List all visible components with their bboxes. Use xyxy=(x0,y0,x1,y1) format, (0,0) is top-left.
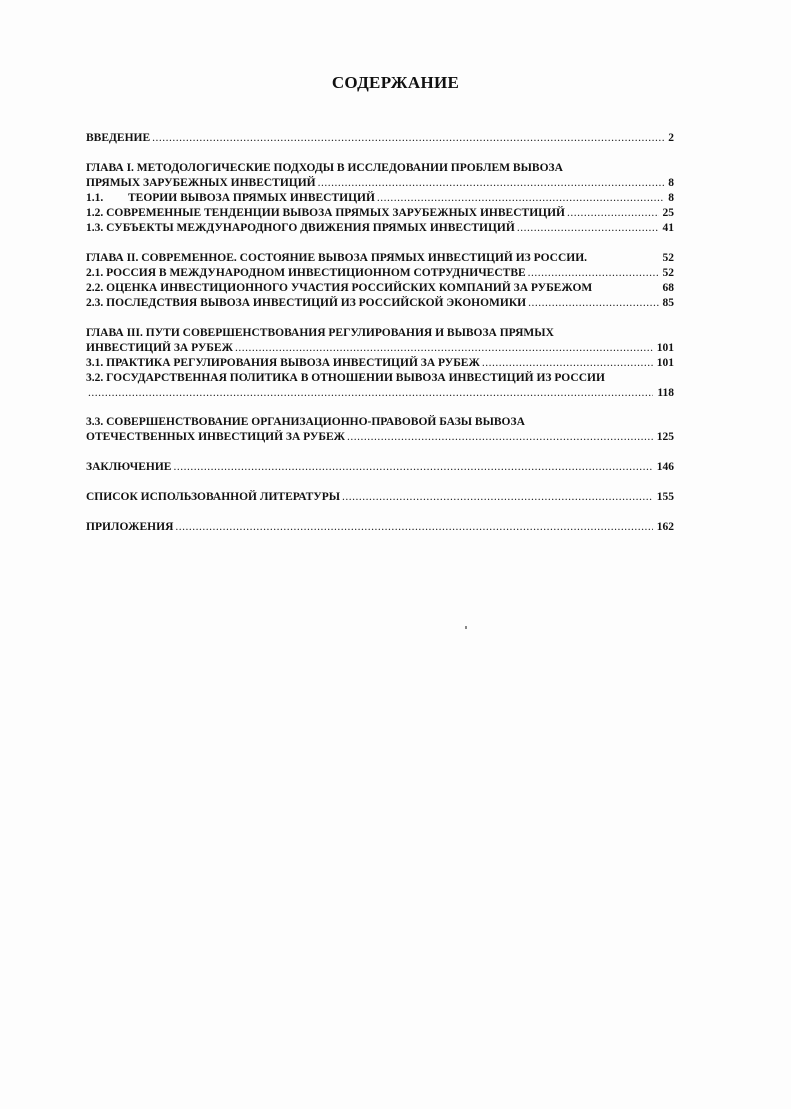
dot-leader xyxy=(377,191,664,206)
toc-entry-conclusion[interactable] xyxy=(86,460,674,475)
toc-entry-chapter-2[interactable] xyxy=(86,251,674,266)
toc-entry-label: 1.2. СОВРЕМЕННЫЕ ТЕНДЕНЦИИ ВЫВОЗА ПРЯМЫХ ЗАРУБЕЖНЫХ ИНВЕСТИЦИЙ xyxy=(86,207,565,219)
toc-page-number: 101 xyxy=(656,342,674,354)
toc-entry-label: ТЕОРИИ ВЫВОЗА ПРЯМЫХ ИНВЕСТИЦИЙ xyxy=(128,192,375,204)
dot-leader xyxy=(482,356,653,371)
dot-leader xyxy=(528,296,658,311)
toc-page-number: 25 xyxy=(662,207,674,219)
toc-entry-label: 2.1. РОССИЯ В МЕЖДУНАРОДНОМ ИНВЕСТИЦИОННОМ СОТРУДНИЧЕСТВЕ xyxy=(86,267,526,279)
toc-entry-label: СПИСОК ИСПОЛЬЗОВАННОЙ ЛИТЕРАТУРЫ xyxy=(86,491,341,503)
table-of-contents xyxy=(86,131,674,535)
toc-entry-section-1-3[interactable] xyxy=(86,221,674,236)
toc-entry-section-2-2[interactable] xyxy=(86,281,674,296)
dot-leader xyxy=(528,266,659,281)
scan-speck xyxy=(465,626,467,629)
toc-entry-chapter-3[interactable] xyxy=(86,326,674,356)
dot-leader xyxy=(347,430,653,445)
toc-entry-label: ГЛАВА III. ПУТИ СОВЕРШЕНСТВОВАНИЯ РЕГУЛИРОВАНИЯ И ВЫВОЗА ПРЯМЫХ xyxy=(86,327,554,339)
toc-page-number: 52 xyxy=(662,252,674,264)
dot-leader xyxy=(175,520,652,535)
toc-entry-label-continued: ПРЯМЫХ ЗАРУБЕЖНЫХ ИНВЕСТИЦИЙ xyxy=(86,177,316,189)
dot-leader xyxy=(318,176,665,191)
toc-entry-label-continued: ИНВЕСТИЦИЙ ЗА РУБЕЖ xyxy=(86,342,233,354)
toc-page-number: 52 xyxy=(662,267,674,279)
toc-page-number: 8 xyxy=(668,177,674,189)
page-title: СОДЕРЖАНИЕ xyxy=(331,73,460,92)
dot-leader xyxy=(342,490,653,505)
toc-page-number: 68 xyxy=(662,282,674,294)
toc-entry-section-2-3[interactable] xyxy=(86,296,674,311)
toc-page-number: 146 xyxy=(656,461,674,473)
dot-leader xyxy=(152,131,664,146)
toc-entry-section-3-2[interactable] xyxy=(86,371,674,401)
toc-page-number: 41 xyxy=(662,222,674,234)
toc-page-number: 162 xyxy=(656,521,674,533)
toc-entry-chapter-1[interactable] xyxy=(86,161,674,191)
toc-entry-label-continued: ОТЕЧЕСТВЕННЫХ ИНВЕСТИЦИЙ ЗА РУБЕЖ xyxy=(86,431,346,443)
toc-entry-bibliography[interactable] xyxy=(86,490,674,505)
toc-page-number: 118 xyxy=(657,387,674,399)
toc-entry-label: 2.3. ПОСЛЕДСТВИЯ ВЫВОЗА ИНВЕСТИЦИЙ ИЗ РОССИЙСКОЙ ЭКОНОМИКИ xyxy=(86,297,527,309)
dot-leader xyxy=(235,341,653,356)
toc-entry-label: 3.2. ГОСУДАРСТВЕННАЯ ПОЛИТИКА В ОТНОШЕНИИ ВЫВОЗА ИНВЕСТИЦИЙ ИЗ РОССИИ xyxy=(86,372,605,384)
toc-entry-label: ВВЕДЕНИЕ xyxy=(86,132,151,144)
toc-entry-appendices[interactable] xyxy=(86,520,674,535)
toc-entry-label: 1.3. СУБЪЕКТЫ МЕЖДУНАРОДНОГО ДВИЖЕНИЯ ПРЯМЫХ ИНВЕСТИЦИЙ xyxy=(86,222,515,234)
toc-page-number: 155 xyxy=(656,491,674,503)
toc-entry-section-2-1[interactable] xyxy=(86,266,674,281)
toc-entry-label: ГЛАВА I. МЕТОДОЛОГИЧЕСКИЕ ПОДХОДЫ В ИССЛЕДОВАНИИ ПРОБЛЕМ ВЫВОЗА xyxy=(86,162,563,174)
toc-page-number: 8 xyxy=(668,192,674,204)
toc-page-number: 2 xyxy=(668,132,674,144)
toc-entry-introduction[interactable] xyxy=(86,131,674,146)
toc-entry-label: 2.2. ОЦЕНКА ИНВЕСТИЦИОННОГО УЧАСТИЯ РОССИЙСКИХ КОМПАНИЙ ЗА РУБЕЖОМ xyxy=(86,282,593,294)
dot-leader xyxy=(88,386,653,401)
dot-leader xyxy=(567,206,659,221)
toc-page-number: 101 xyxy=(656,357,674,369)
toc-entry-label: 3.3. СОВЕРШЕНСТВОВАНИЕ ОРГАНИЗАЦИОННО-ПРАВОВОЙ БАЗЫ ВЫВОЗА xyxy=(86,416,525,428)
dot-leader xyxy=(517,221,659,236)
toc-entry-label: ПРИЛОЖЕНИЯ xyxy=(86,521,174,533)
toc-entry-label: 3.1. ПРАКТИКА РЕГУЛИРОВАНИЯ ВЫВОЗА ИНВЕСТИЦИЙ ЗА РУБЕЖ xyxy=(86,357,480,369)
dot-leader xyxy=(173,460,652,475)
toc-entry-section-3-1[interactable] xyxy=(86,356,674,371)
toc-entry-label: ГЛАВА II. СОВРЕМЕННОЕ. СОСТОЯНИЕ ВЫВОЗА ПРЯМЫХ ИНВЕСТИЦИЙ ИЗ РОССИИ. xyxy=(86,252,588,264)
toc-page-number: 125 xyxy=(656,431,674,443)
toc-section-number: 1.1. xyxy=(86,192,104,204)
toc-page-number: 85 xyxy=(662,297,674,309)
toc-entry-section-3-3[interactable] xyxy=(86,415,674,445)
toc-entry-section-1-2[interactable] xyxy=(86,206,674,221)
toc-entry-section-1-1[interactable] xyxy=(86,191,674,206)
toc-entry-label: ЗАКЛЮЧЕНИЕ xyxy=(86,461,172,473)
